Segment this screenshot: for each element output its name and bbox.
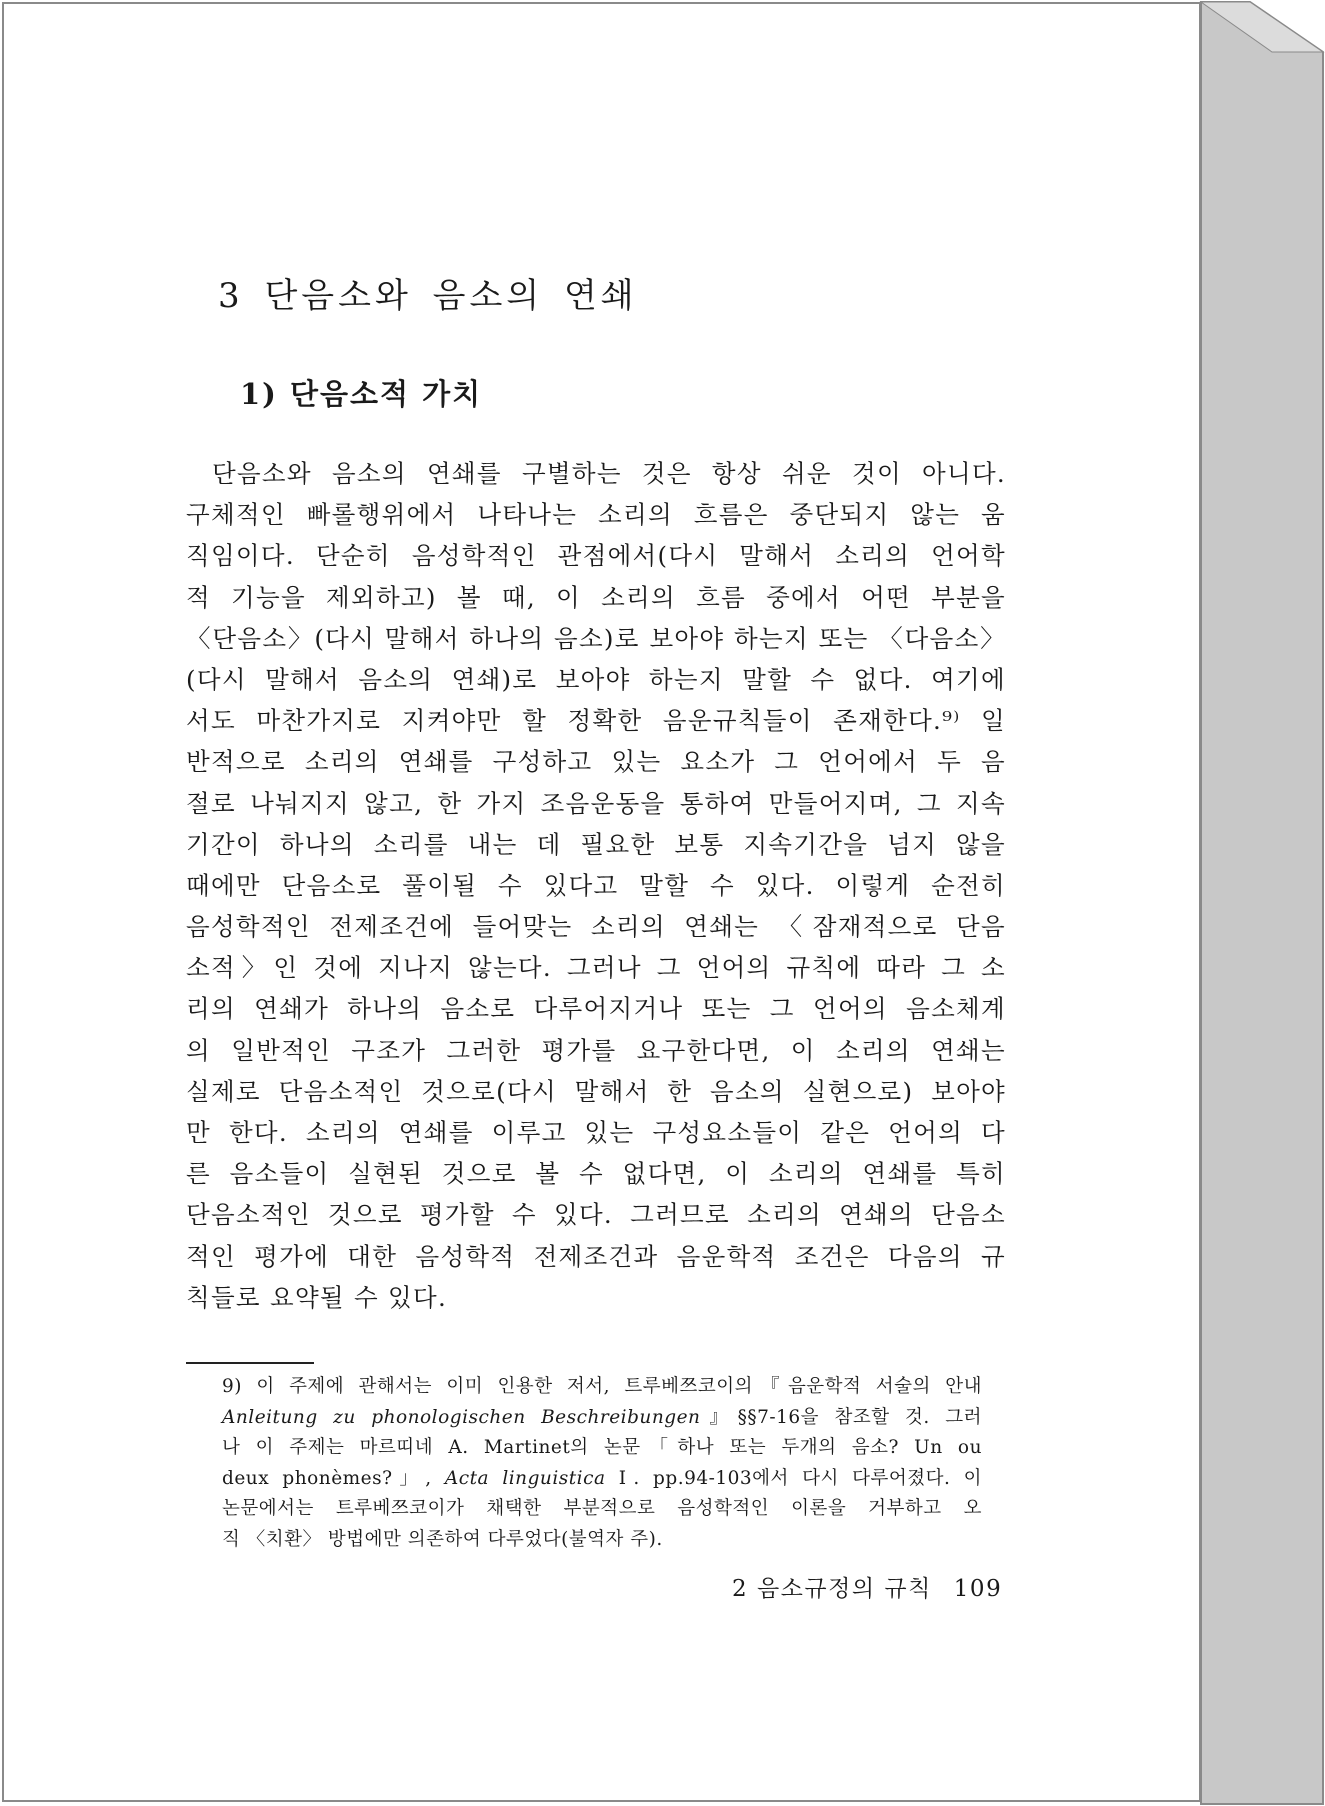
footnote-line: 나 이 주제는 마르띠네 A. Martinet의 논문「하나 또는 두개의 음소? Un ou xyxy=(222,1437,982,1458)
footnote-line: 9) 이 주제에 관해서는 이미 인용한 저서, 트루베쯔코이의『음운학적 서술의 안내 xyxy=(222,1376,982,1397)
body-line: 적인 평가에 대한 음성학적 전제조건과 음운학적 조건은 다음의 규 xyxy=(186,1241,1006,1271)
footnote-line xyxy=(222,1464,982,1495)
body-line: 직임이다. 단순히 음성학적인 관점에서(다시 말해서 소리의 언어학 xyxy=(186,541,1006,571)
body-line: 음성학적인 전제조건에 들어맞는 소리의 연쇄는 〈잠재적으로 단음 xyxy=(186,912,1006,942)
footnote-line: 직 〈치환〉 방법에만 의존하여 다루었다(불역자 주). xyxy=(222,1528,663,1550)
footnote-line: 논문에서는 트루베쯔코이가 채택한 부분적으로 음성학적인 이론을 거부하고 오 xyxy=(222,1498,982,1519)
body-line: 적 기능을 제외하고) 볼 때, 이 소리의 흐름 중에서 어떤 부분을 xyxy=(186,582,1006,612)
footnote-rule xyxy=(186,1362,314,1364)
body-line: 리의 연쇄가 하나의 음소로 다루어지거나 또는 그 언어의 음소체계 xyxy=(186,994,1006,1024)
footnote-text: Ⅰ. pp.94-103에서 다시 다루어졌다. 이 xyxy=(618,1467,982,1489)
body-line: 단음소적인 것으로 평가할 수 있다. 그러므로 소리의 연쇄의 단음소 xyxy=(186,1200,1006,1230)
body-line: 구체적인 빠롤행위에서 나타나는 소리의 흐름은 중단되지 않는 움 xyxy=(186,500,1006,530)
footnote-text: 』§§7-16을 참조할 것. 그러 xyxy=(700,1406,982,1428)
body-line: 〈단음소〉(다시 말해서 하나의 음소)로 보아야 하는지 또는 〈다음소〉 xyxy=(186,623,1006,653)
body-line: 때에만 단음소로 풀이될 수 있다고 말할 수 있다. 이렇게 순전히 xyxy=(186,870,1006,900)
body-line: 절로 나눠지지 않고, 한 가지 조음운동을 통하여 만들어지며, 그 지속 xyxy=(186,788,1006,818)
body-line: 만 한다. 소리의 연쇄를 이루고 있는 구성요소들이 같은 언어의 다 xyxy=(186,1118,1006,1147)
body-line: 서도 마찬가지로 지켜야만 할 정확한 음운규칙들이 존재한다.⁹⁾ 일 xyxy=(186,706,1006,736)
body-line: (다시 말해서 음소의 연쇄)로 보아야 하는지 말할 수 없다. 여기에 xyxy=(186,664,1006,694)
body-line: 반적으로 소리의 연쇄를 구성하고 있는 요소가 그 언어에서 두 음 xyxy=(186,747,1006,777)
footnote-text: deux phonèmes?」, xyxy=(222,1467,432,1489)
chapter-heading: 3 단음소와 음소의 연쇄 xyxy=(218,276,638,316)
body-line: 의 일반적인 구조가 그러한 평가를 요구한다면, 이 소리의 연쇄는 xyxy=(186,1035,1006,1065)
body-line: 실제로 단음소적인 것으로(다시 말해서 한 음소의 실현으로) 보아야 xyxy=(186,1076,1006,1106)
body-line: 른 음소들이 실현된 것으로 볼 수 없다면, 이 소리의 연쇄를 특히 xyxy=(186,1159,1006,1189)
running-title: 2 음소규정의 규칙 xyxy=(732,1576,932,1602)
body-line: 소적〉인 것에 지나지 않는다. 그러나 그 언어의 규칙에 따라 그 소 xyxy=(186,953,1006,983)
body-line: 단음소와 음소의 연쇄를 구별하는 것은 항상 쉬운 것이 아니다. xyxy=(212,459,1006,488)
running-footer xyxy=(732,1570,1002,1603)
body-line: 기간이 하나의 소리를 내는 데 필요한 보통 지속기간을 넘지 않을 xyxy=(186,829,1006,859)
cited-title: Anleitung zu phonologischen Beschreibungen xyxy=(222,1406,701,1428)
page-number: 109 xyxy=(953,1576,1003,1602)
footnote-9 xyxy=(222,1372,982,1555)
footnote-line xyxy=(222,1403,982,1434)
body-paragraph xyxy=(186,453,1006,1318)
body-line: 칙들로 요약될 수 있다. xyxy=(186,1282,448,1312)
section-heading: 1) 단음소적 가치 xyxy=(240,377,483,411)
cited-journal: Acta linguistica xyxy=(444,1467,606,1489)
